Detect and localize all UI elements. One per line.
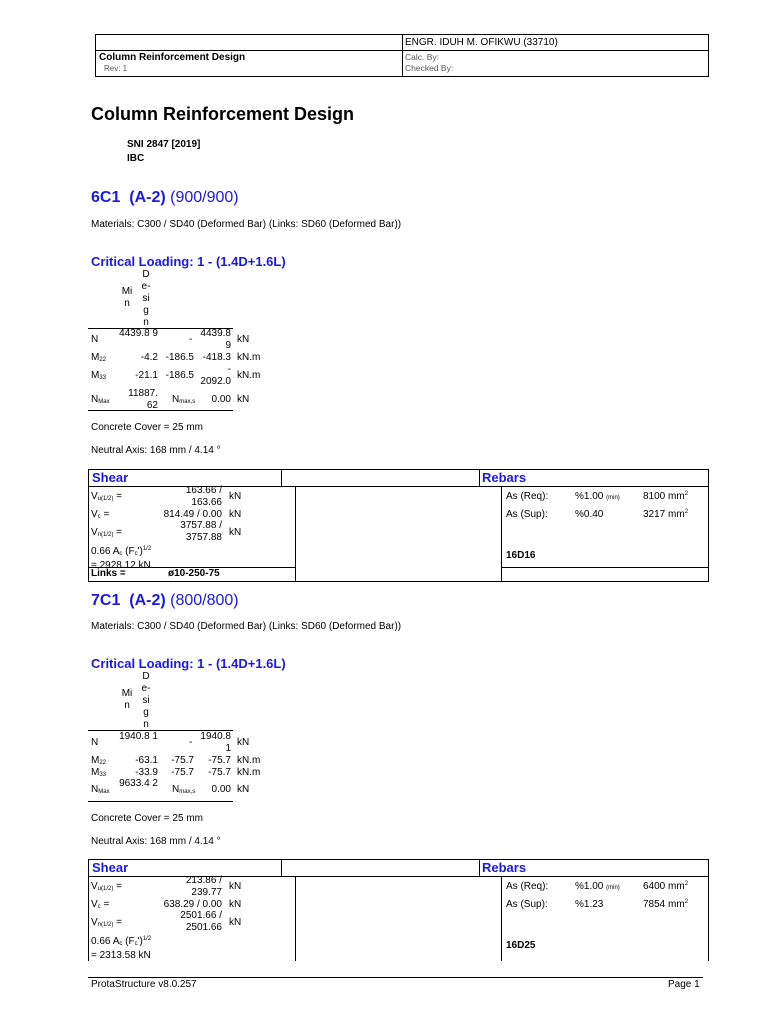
min-value: -63.1: [135, 755, 158, 766]
min-value: 9633.4 2: [119, 778, 158, 789]
rebar-layout: 16D25: [506, 940, 536, 951]
as-sup-label: As (Sup):: [506, 899, 548, 910]
vu-value: 163.66 / 163.66: [185, 485, 222, 508]
shear-limit: 0.66 Ac $(Fc')^{1/2}$ = 2313.58 kN: [91, 936, 152, 961]
mid-value: -186.5: [165, 352, 194, 363]
software-version: ProtaStructure v8.0.257: [91, 979, 197, 990]
box-divider: [479, 859, 480, 876]
building-code: IBC: [127, 153, 145, 164]
column-heading: 6C1 (A-2) (900/900): [91, 189, 239, 206]
shear-title: Shear: [92, 470, 129, 485]
box-rule: [501, 567, 709, 568]
page-title: Column Reinforcement Design: [91, 104, 355, 124]
as-sup-pct: %1.23: [575, 899, 604, 910]
shear-limit: 0.66 Ac $(Fc')^{1/2}$ = 2928.12 kN: [91, 546, 152, 571]
vn-value: 2501.66 / 2501.66: [180, 910, 222, 933]
unit: kN.m: [237, 370, 261, 381]
footer-rule: [88, 977, 703, 978]
vn-label: Vn(1/2) =: [91, 917, 122, 928]
design-value: 0.00: [211, 394, 231, 405]
table-rule-bottom: [88, 801, 233, 802]
unit: kN: [229, 881, 242, 892]
row-label: NMax: [91, 784, 110, 795]
concrete-cover: Concrete Cover = 25 mm: [91, 422, 203, 433]
as-sup-pct: %0.40: [575, 509, 604, 520]
unit: kN.m: [237, 755, 261, 766]
box-divider: [295, 486, 296, 582]
unit: kN: [229, 509, 242, 520]
design-value: -418.3: [202, 352, 231, 363]
min-value: 4439.8 9: [119, 328, 158, 339]
min-value: -33.9: [135, 767, 158, 778]
design-value: -75.7: [208, 755, 231, 766]
col-header-design: D e- si g n: [141, 671, 151, 730]
unit: kN: [229, 917, 242, 928]
project-title: Column Reinforcement Design: [99, 52, 246, 63]
table-rule-bottom: [88, 410, 233, 411]
vc-label: Vc =: [91, 899, 110, 910]
row-label: N: [91, 334, 99, 345]
design-value: 0.00: [211, 784, 231, 795]
unit: kN: [237, 737, 250, 748]
design-value: -75.7: [208, 767, 231, 778]
column-heading: 7C1 (A-2) (800/800): [91, 592, 239, 609]
min-value: -4.2: [140, 352, 158, 363]
concrete-cover: Concrete Cover = 25 mm: [91, 813, 203, 824]
col-header-design: D e- si g n: [141, 269, 151, 328]
revision: Rev: 1: [104, 64, 128, 73]
vu-label: Vu(1/2) =: [91, 491, 122, 502]
unit: kN: [229, 491, 242, 502]
rebar-layout: 16D16: [506, 550, 536, 561]
min-value: 1940.8 1: [119, 731, 158, 742]
calc-by: Calc. By:: [405, 52, 440, 62]
mid-label: Nmax,s: [172, 394, 196, 405]
as-req-label: As (Req):: [506, 491, 549, 502]
page-number: Page 1: [668, 979, 700, 990]
col-header-min: Mi n: [121, 286, 133, 309]
design-value: 4439.8 9: [200, 328, 231, 351]
as-req-pct: %1.00 (min): [575, 881, 620, 892]
engineer-name: ENGR. IDUH M. OFIKWU (33710): [405, 37, 558, 48]
design-code: SNI 2847 [2019]: [127, 139, 201, 150]
critical-loading: Critical Loading: 1 - (1.4D+1.6L): [91, 254, 286, 269]
materials-text: Materials: C300 / SD40 (Deformed Bar) (Links: SD60 (Deformed Bar)): [91, 219, 402, 230]
as-req-value: 8100 $mm^2$: [643, 491, 689, 502]
as-req-value: 6400 $mm^2$: [643, 881, 689, 892]
row-label: M22: [91, 755, 107, 766]
min-value: -21.1: [135, 370, 158, 381]
row-label: N: [91, 737, 99, 748]
as-req-pct: %1.00 (min): [575, 491, 620, 502]
checked-by: Checked By:: [405, 63, 454, 73]
mid-label: Nmax,s: [172, 784, 196, 795]
box-divider: [281, 469, 282, 486]
unit: kN: [237, 394, 250, 405]
as-sup-value: 7854 $mm^2$: [643, 899, 689, 910]
links-label: Links =: [91, 568, 126, 579]
design-value: - 2092.0: [200, 364, 231, 387]
mid-value: -75.7: [171, 755, 194, 766]
neutral-axis: Neutral Axis: 168 mm / 4.14 °: [91, 836, 221, 847]
row-label: NMax: [91, 394, 110, 405]
vu-label: Vu(1/2) =: [91, 881, 122, 892]
vn-value: 3757.88 / 3757.88: [180, 520, 222, 543]
mid-value: -: [189, 737, 193, 748]
as-req-label: As (Req):: [506, 881, 549, 892]
box-divider: [479, 469, 480, 486]
min-value: 11887. 62: [128, 388, 158, 411]
unit: kN.m: [237, 767, 261, 778]
neutral-axis: Neutral Axis: 168 mm / 4.14 °: [91, 445, 221, 456]
unit: kN: [229, 899, 242, 910]
vu-value: 213.86 / 239.77: [185, 875, 222, 898]
as-sup-label: As (Sup):: [506, 509, 548, 520]
box-divider: [501, 876, 502, 961]
header-box: [95, 34, 709, 77]
row-label: M33: [91, 370, 107, 381]
row-label: M22: [91, 352, 107, 363]
box-divider: [281, 859, 282, 876]
as-sup-value: 3217 $mm^2$: [643, 509, 689, 520]
box-divider: [295, 876, 296, 961]
mid-value: -75.7: [171, 767, 194, 778]
materials-text: Materials: C300 / SD40 (Deformed Bar) (Links: SD60 (Deformed Bar)): [91, 621, 402, 632]
unit: kN: [237, 784, 250, 795]
vc-label: Vc =: [91, 509, 110, 520]
vn-label: Vn(1/2) =: [91, 527, 122, 538]
links-value: ø10-250-75: [168, 568, 220, 579]
shear-title: Shear: [92, 860, 129, 875]
mid-value: -: [189, 334, 193, 345]
vc-value: 814.49 / 0.00: [163, 509, 222, 520]
critical-loading: Critical Loading: 1 - (1.4D+1.6L): [91, 656, 286, 671]
mid-value: -186.5: [165, 370, 194, 381]
vc-value: 638.29 / 0.00: [163, 899, 222, 910]
rebars-title: Rebars: [482, 470, 527, 485]
unit: kN: [237, 334, 250, 345]
design-value: 1940.8 1: [200, 731, 231, 754]
rebars-title: Rebars: [482, 860, 527, 875]
unit: kN.m: [237, 352, 261, 363]
row-label: M33: [91, 767, 107, 778]
col-header-min: Mi n: [121, 688, 133, 711]
unit: kN: [229, 527, 242, 538]
